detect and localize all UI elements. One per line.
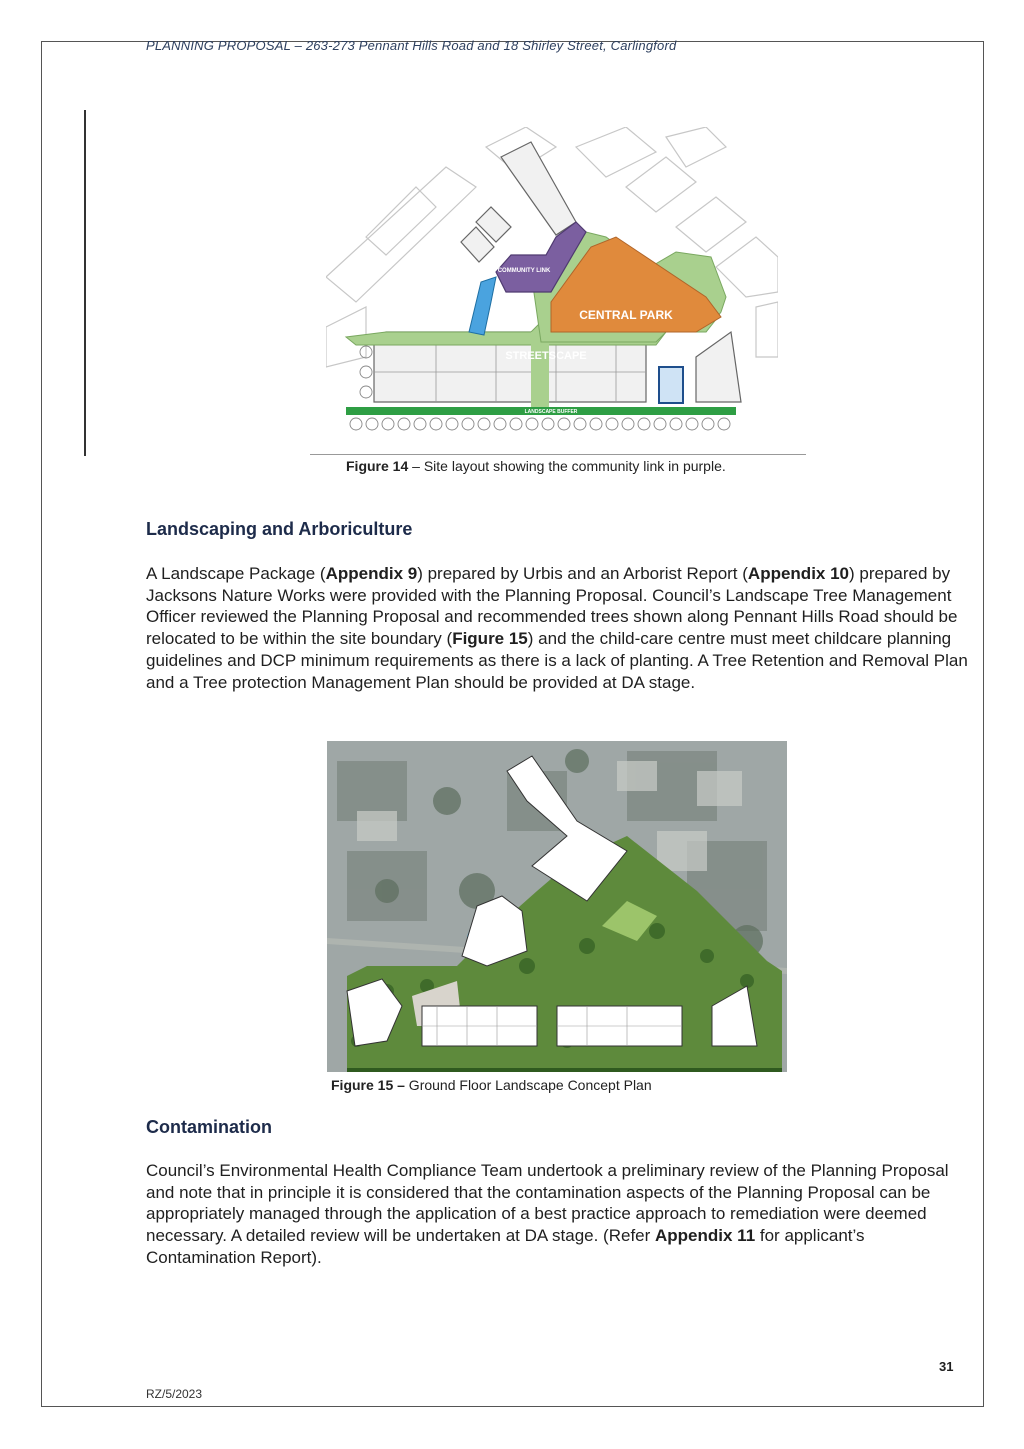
label-community-link: COMMUNITY LINK [497,268,551,274]
figure-14-caption-text: – Site layout showing the community link in purple. [408,458,726,474]
margin-change-bar [84,110,86,456]
heading-contamination: Contamination [146,1117,272,1137]
paragraph-contamination [146,1160,976,1269]
figure-14-site-layout [326,127,778,447]
figure-14-caption [346,458,726,474]
text-run: for applicant’s Contamination Report). [146,1226,865,1267]
appendix-9-ref: Appendix 9 [325,564,418,583]
label-central-park: CENTRAL PARK [579,308,673,322]
figure-15-ref: Figure 15 [452,629,528,649]
heading-landscaping: Landscaping and Arboriculture [146,519,413,539]
paragraph-landscaping [146,563,976,693]
figure-15-landscape-plan [327,741,787,1072]
footer-reference: RZ/5/2023 [146,1387,203,1401]
text-run: ) prepared by Urbis and an Arborist Report ( [417,564,748,583]
figure-15-caption [331,1077,652,1093]
running-header: PLANNING PROPOSAL – 263-273 Pennant Hills Road and 18 Shirley Street, Carlingford [146,38,677,53]
text-run: ) and the child-care centre must meet childcare planning guidelines and DCP minimum requirements as there is a lack of planting. A Tree Retention and Removal Plan and a Tree protection Management Plan should be provided at DA stage. [146,629,968,692]
figure-15-caption-text: Ground Floor Landscape Concept Plan [404,1077,652,1093]
text-run: ) prepared by Jacksons Nature Works were provided with the Planning Proposal. Council’s Landscape Tree Management Officer reviewed the Planning Proposal and recommended trees shown along Pennant Hills Road should be relocated to be within the site boundary ( [146,564,958,649]
text-run: A Landscape Package ( [146,564,326,583]
figure-15-number: Figure 15 – [331,1077,405,1093]
figure-14-divider [310,454,806,455]
appendix-10-ref: Appendix 10 [747,564,850,583]
figure-14-number: Figure 14 [346,458,409,474]
appendix-11-ref: Appendix 11 [655,1226,756,1246]
text-run: Council’s Environmental Health Compliance Team undertook a preliminary review of the Planning Proposal and note that in principle it is considered that the contamination aspects of the Planning Proposal can be appropriately managed through the application of a best practice approach to remediation were deemed necessary. A detailed review will be undertaken at DA stage. (Refer [146,1161,949,1246]
label-streetscape: STREETSCAPE [505,350,587,362]
page-number: 31 [939,1359,954,1374]
label-landscape-buffer: LANDSCAPE BUFFER [524,409,578,415]
